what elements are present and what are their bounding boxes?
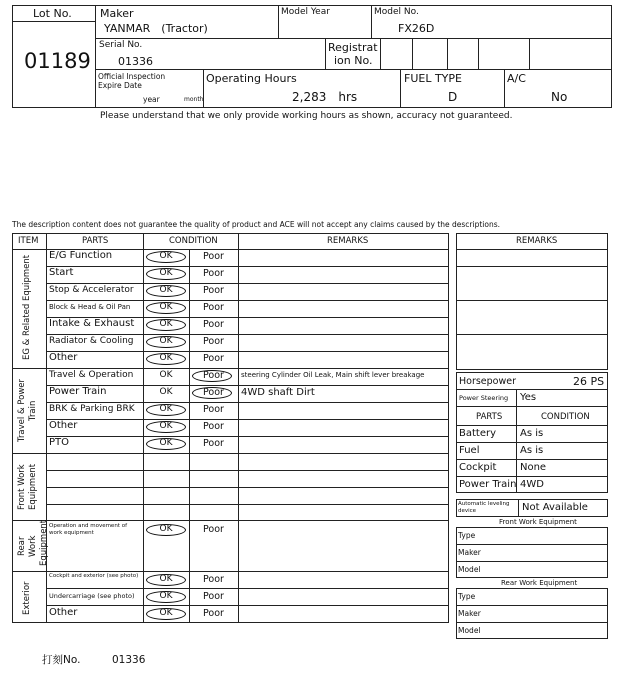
fuel-value: D — [448, 90, 458, 104]
poor-label: Poor — [203, 370, 224, 381]
row-divider — [46, 283, 449, 284]
horsepower-value: 26 PS — [573, 375, 605, 388]
auto-level-label-1: Automatic leveling — [458, 501, 510, 507]
part-label: Other — [49, 607, 78, 618]
ok-label: OK — [159, 524, 173, 534]
group-label-front: Front Work Equipment — [17, 463, 38, 511]
part-label: PTO — [49, 437, 70, 448]
poor-label: Poor — [203, 285, 224, 296]
row-divider — [46, 487, 449, 488]
part-label: E/G Function — [49, 250, 113, 261]
poor-label: Poor — [203, 353, 224, 364]
ok-label: OK — [159, 421, 173, 431]
remark-text: steering Cylinder Oil Leak, Main shift lever breakage — [241, 371, 425, 379]
part-label: Start — [49, 267, 74, 278]
row-divider — [46, 385, 449, 386]
row-divider — [46, 419, 449, 420]
poor-label: Poor — [203, 251, 224, 262]
col-item-header: ITEM — [18, 236, 39, 246]
front-type-label: Type — [458, 531, 476, 540]
ok-label: OK — [159, 404, 173, 414]
group-label-travel: Travel & Power Train — [17, 379, 38, 443]
ok-selected-circle — [146, 591, 186, 603]
ok-label: OK — [159, 574, 173, 584]
group-label-eg: EG & Related Equipment — [22, 254, 32, 360]
poor-label: Poor — [203, 387, 224, 398]
poor-label: Poor — [203, 591, 224, 602]
ok-selected-circle — [146, 285, 186, 297]
part-label: Other — [49, 420, 78, 431]
poor-label: Poor — [203, 608, 224, 619]
spec-condition-header: CONDITION — [541, 412, 590, 422]
row-divider — [46, 300, 449, 301]
front-model-label: Model — [458, 565, 481, 574]
spec-part-name: Power Train — [459, 479, 517, 490]
remarks-title: REMARKS — [516, 236, 558, 246]
row-divider — [46, 436, 449, 437]
rear-model-label: Model — [458, 626, 481, 635]
col-condition-header: CONDITION — [169, 236, 218, 246]
power-steering-label: Power Steering — [459, 394, 509, 402]
poor-label: Poor — [203, 524, 224, 535]
rear-equipment-title: Rear Work Equipment — [501, 579, 578, 587]
row-divider — [46, 470, 449, 471]
ok-label: OK — [159, 285, 173, 295]
spec-part-name: Fuel — [459, 445, 480, 456]
ac-value: No — [551, 90, 568, 104]
auto-level-value: Not Available — [522, 502, 588, 513]
maker-value: YANMAR (Tractor) — [104, 22, 208, 35]
inspection-label-2: Expire Date — [98, 81, 142, 90]
ok-selected-circle — [146, 608, 186, 620]
poor-label: Poor — [203, 404, 224, 415]
part-label: Operation and movement of work equipment — [49, 523, 128, 536]
month-label: month — [184, 96, 204, 103]
stamp-label: 打刻No. — [42, 654, 81, 666]
poor-selected-circle — [192, 370, 232, 382]
hours-value: 2,283 hrs — [292, 90, 358, 104]
row-divider — [46, 605, 449, 606]
ok-label: OK — [159, 353, 173, 363]
ok-selected-circle — [146, 319, 186, 331]
ok-label: OK — [159, 319, 173, 329]
part-label: Cockpit and exterior (see photo) — [49, 573, 139, 579]
lot-number: 01189 — [24, 49, 91, 73]
model-no-value: FX26D — [398, 22, 435, 35]
poor-label: Poor — [203, 336, 224, 347]
serial-value: 01336 — [118, 55, 153, 68]
fuel-label: FUEL TYPE — [404, 72, 462, 85]
group-label-rear: Rear Work Equipment — [17, 519, 49, 566]
row-divider — [46, 402, 449, 403]
ok-label: OK — [159, 370, 173, 380]
ok-selected-circle — [146, 353, 186, 365]
spec-part-condition: 4WD — [520, 479, 544, 490]
registration-label-2: ion No. — [334, 54, 373, 67]
inspection-label-1: Official Inspection — [98, 72, 166, 81]
rear-maker-label: Maker — [458, 609, 481, 618]
ok-label: OK — [159, 608, 173, 618]
lot-label: Lot No. — [33, 7, 72, 20]
spec-part-condition: As is — [520, 428, 544, 439]
ok-label: OK — [159, 336, 173, 346]
col-remarks-header: REMARKS — [327, 236, 369, 246]
ok-selected-circle — [146, 438, 186, 450]
ok-selected-circle — [146, 524, 186, 536]
disclaimer: The description content does not guarantee the quality of product and ACE will not accept any claims caused by the descriptions. — [12, 220, 501, 229]
part-label: Intake & Exhaust — [49, 318, 135, 329]
remark-text: 4WD shaft Dirt — [241, 387, 315, 398]
front-equipment-title: Front Work Equipment — [499, 518, 577, 526]
poor-label: Poor — [203, 574, 224, 585]
registration-label-1: Registrat — [328, 41, 378, 54]
spec-part-name: Cockpit — [459, 462, 497, 473]
col-parts-header: PARTS — [82, 236, 109, 246]
maker-label: Maker — [100, 7, 134, 20]
part-label: Travel & Operation — [49, 369, 134, 380]
ok-label: OK — [159, 268, 173, 278]
ok-label: OK — [159, 251, 173, 261]
ok-selected-circle — [146, 302, 186, 314]
ok-label: OK — [159, 591, 173, 601]
part-label: Power Train — [49, 386, 107, 397]
ok-selected-circle — [146, 268, 186, 280]
part-label: Radiator & Cooling — [49, 335, 134, 346]
spec-part-condition: As is — [520, 445, 544, 456]
poor-label: Poor — [203, 421, 224, 432]
power-steering-value: Yes — [520, 392, 537, 403]
stamp-value: 01336 — [112, 654, 146, 666]
year-label: year — [143, 95, 160, 104]
part-label: Stop & Accelerator — [49, 284, 134, 295]
poor-selected-circle — [192, 387, 232, 399]
hours-label: Operating Hours — [206, 72, 297, 85]
spec-parts-header: PARTS — [476, 412, 503, 422]
poor-label: Poor — [203, 319, 224, 330]
ok-selected-circle — [146, 404, 186, 416]
part-label: Undercarriage (see photo) — [49, 591, 135, 600]
front-maker-label: Maker — [458, 548, 481, 557]
part-label: Block & Head & Oil Pan — [49, 302, 131, 311]
poor-label: Poor — [203, 302, 224, 313]
ok-selected-circle — [146, 421, 186, 433]
row-divider — [46, 504, 449, 505]
ok-selected-circle — [146, 251, 186, 263]
ok-selected-circle — [146, 574, 186, 586]
horsepower-label: Horsepower — [459, 376, 517, 387]
poor-label: Poor — [203, 438, 224, 449]
ac-label: A/C — [507, 72, 526, 85]
rear-type-label: Type — [458, 592, 476, 601]
auto-level-label-2: device — [458, 508, 477, 514]
model-no-label: Model No. — [374, 7, 419, 17]
serial-label: Serial No. — [99, 40, 143, 50]
condition-divider — [189, 249, 190, 623]
row-divider — [46, 588, 449, 589]
ok-label: OK — [159, 387, 173, 397]
remarks-box — [456, 233, 608, 370]
row-divider — [46, 266, 449, 267]
hours-notice: Please understand that we only provide working hours as shown, accuracy not guaranteed. — [100, 111, 513, 121]
spec-part-condition: None — [520, 462, 547, 473]
ok-label: OK — [159, 302, 173, 312]
group-label-exterior: Exterior — [22, 581, 32, 615]
spec-part-name: Battery — [459, 428, 497, 439]
ok-selected-circle — [146, 336, 186, 348]
ok-label: OK — [159, 438, 173, 448]
row-divider — [46, 351, 449, 352]
part-label: BRK & Parking BRK — [49, 403, 135, 414]
poor-label: Poor — [203, 268, 224, 279]
part-label: Other — [49, 352, 78, 363]
row-divider — [46, 334, 449, 335]
model-year-label: Model Year — [281, 7, 330, 17]
